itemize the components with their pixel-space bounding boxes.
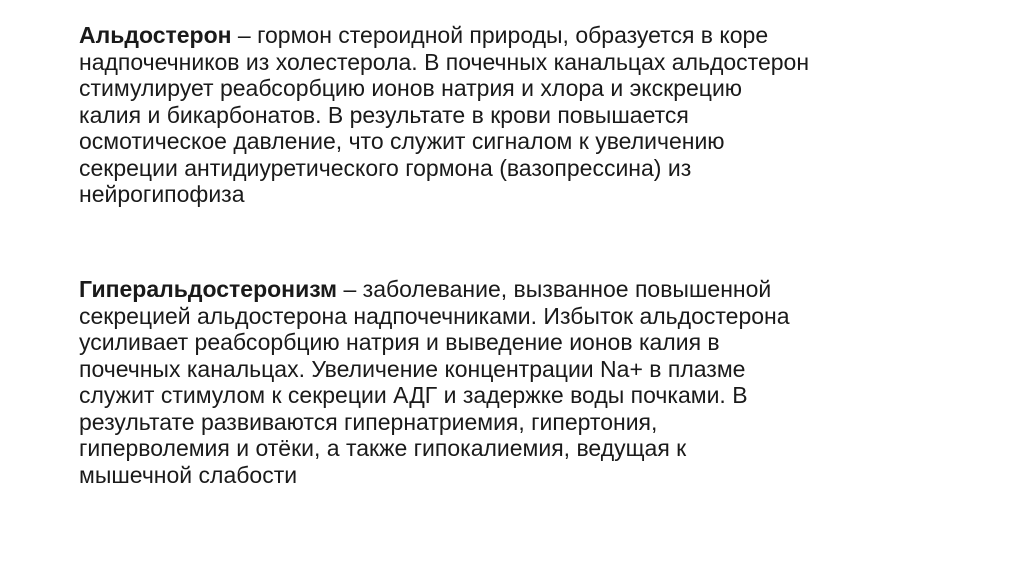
paragraph-line: усиливает реабсорбцию натрия и выведение ионов калия в [79, 329, 720, 355]
paragraph-line [79, 276, 939, 303]
hyperaldosteronism-paragraph [79, 276, 939, 488]
aldosterone-paragraph [79, 22, 939, 208]
paragraph-line: секреции антидиуретического гормона (вазопрессина) из [79, 154, 692, 181]
definition-text: – заболевание, вызванное повышенной [337, 276, 772, 302]
paragraph-line: результате развиваются гипернатриемия, гипертония, [79, 408, 658, 435]
term-aldosterone: Альдостерон [79, 22, 232, 48]
paragraph-line [79, 22, 939, 49]
paragraph-line: мышечной слабости [79, 461, 298, 488]
paragraph-line: осмотическое давление, что служит сигналом к увеличению [79, 128, 725, 154]
paragraph-line: гиперволемия и отёки, а также гипокалиемия, ведущая к [79, 435, 687, 461]
term-hyperaldosteronism: Гиперальдостеронизм [79, 276, 338, 302]
paragraph-line: стимулирует реабсорбцию ионов натрия и хлора и экскрецию [79, 75, 743, 101]
paragraph-line: секрецией альдостерона надпочечниками. Избыток альдостерона [79, 302, 790, 329]
paragraph-line: нейрогипофиза [79, 181, 245, 207]
paragraph-line: служит стимулом к секреции АДГ и задержке воды почками. В [79, 382, 748, 408]
definition-text: – гормон стероидной природы, образуется в коре [231, 22, 769, 48]
paragraph-line: почечных канальцах. Увеличение концентрации Na+ в плазме [79, 355, 746, 382]
paragraph-line: калия и бикарбонатов. В результате в крови повышается [79, 101, 689, 128]
paragraph-line: надпочечников из холестерола. В почечных канальцах альдостерон [79, 48, 810, 75]
